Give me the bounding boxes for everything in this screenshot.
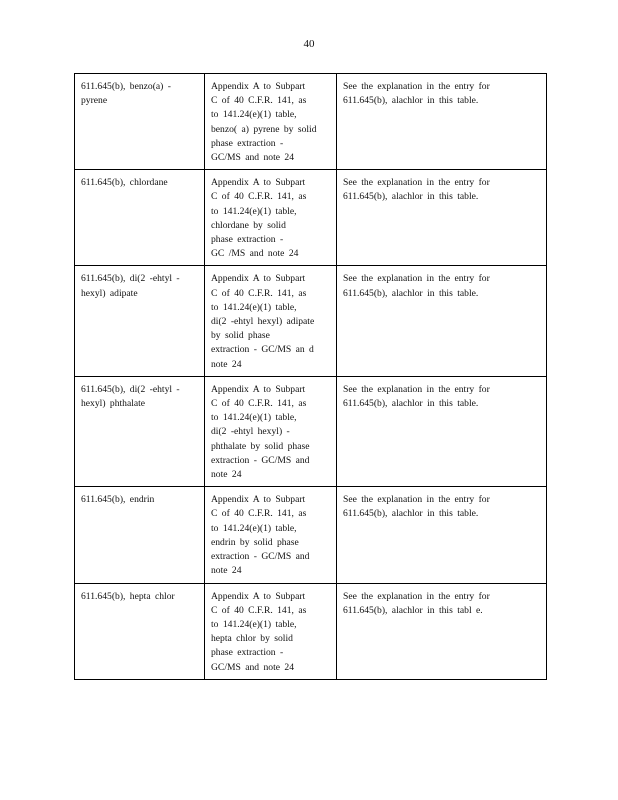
section-cell-line: 611.645(b), di(2 -ehtyl - <box>81 273 180 285</box>
method-cell-line: note 24 <box>211 358 242 370</box>
method-cell <box>205 266 337 376</box>
table-body <box>75 74 547 680</box>
method-cell-line: di(2 -ehtyl hexyl) - <box>211 426 290 438</box>
section-cell <box>75 376 205 486</box>
table-row <box>75 266 547 376</box>
comment-cell <box>337 376 547 486</box>
comment-cell <box>337 487 547 583</box>
method-cell-text <box>211 590 330 675</box>
method-cell-line: note 24 <box>211 565 242 577</box>
comment-cell-line: 611.645(b), alachlor in this table. <box>343 95 479 107</box>
comment-cell-line: See the explanation in the entry for <box>343 273 490 285</box>
method-cell-line: extraction - GC/MS and <box>211 454 310 466</box>
section-cell-line: 611.645(b), chlordane <box>81 177 168 189</box>
method-cell-line: Appendix A to Subpart <box>211 590 306 602</box>
method-cell-line: C of 40 C.F.R. 141, as <box>211 191 307 203</box>
comment-cell-line: 611.645(b), alachlor in this table. <box>343 287 479 299</box>
comment-cell-line: See the explanation in the entry for <box>343 494 490 506</box>
method-cell-line: to 141.24(e)(1) table, <box>211 412 297 424</box>
section-cell-line: hexyl) adipate <box>81 287 138 299</box>
section-cell-text <box>81 383 198 411</box>
section-cell-text <box>81 272 198 300</box>
section-cell-text <box>81 176 198 190</box>
section-cell-line: 611.645(b), hepta chlor <box>81 590 175 602</box>
comment-cell-line: See the explanation in the entry for <box>343 590 490 602</box>
method-cell-line: hepta chlor by solid <box>211 633 293 645</box>
section-cell-line: 611.645(b), endrin <box>81 494 155 506</box>
section-cell <box>75 487 205 583</box>
method-cell-text <box>211 272 330 371</box>
method-cell-line: Appendix A to Subpart <box>211 81 306 92</box>
comment-cell-line: 611.645(b), alachlor in this table. <box>343 398 479 410</box>
method-cell <box>205 583 337 679</box>
comment-cell-text <box>343 272 540 300</box>
method-cell-line: GC/MS and note 24 <box>211 152 295 164</box>
method-cell-line: extraction - GC/MS and <box>211 551 310 563</box>
comment-cell-line: See the explanation in the entry for <box>343 177 490 189</box>
comment-cell <box>337 74 547 170</box>
section-cell <box>75 170 205 266</box>
comment-cell <box>337 170 547 266</box>
method-cell <box>205 487 337 583</box>
method-cell-line: GC/MS and note 24 <box>211 661 295 673</box>
method-cell-line: phthalate by solid phase <box>211 440 310 452</box>
method-cell-line: extraction - GC/MS an d <box>211 344 314 356</box>
method-cell-line: to 141.24(e)(1) table, <box>211 522 297 534</box>
comment-cell-line: See the explanation in the entry for <box>343 81 490 92</box>
comment-cell-text <box>343 493 540 521</box>
method-cell-line: phase extraction - <box>211 137 284 149</box>
method-cell-line: to 141.24(e)(1) table, <box>211 618 297 630</box>
method-cell-line: C of 40 C.F.R. 141, as <box>211 604 307 616</box>
method-cell-line: phase extraction - <box>211 647 284 659</box>
comment-cell-text <box>343 383 540 411</box>
method-cell-line: Appendix A to Subpart <box>211 383 306 395</box>
method-cell-text <box>211 383 330 482</box>
method-cell-line: Appendix A to Subpart <box>211 494 306 506</box>
comment-cell-text <box>343 590 540 618</box>
method-cell-line: C of 40 C.F.R. 141, as <box>211 398 307 410</box>
comment-cell-text <box>343 176 540 204</box>
section-cell-line: 611.645(b), di(2 -ehtyl - <box>81 383 180 395</box>
method-cell-line: by solid phase <box>211 330 270 342</box>
section-cell-text <box>81 590 198 604</box>
method-cell-line: phase extraction - <box>211 234 284 246</box>
section-cell-line: pyrene <box>81 95 108 107</box>
comment-cell-line: 611.645(b), alachlor in this tabl e. <box>343 604 483 616</box>
comment-cell <box>337 583 547 679</box>
comment-cell-text <box>343 80 540 108</box>
method-cell-line: benzo( a) pyrene by solid <box>211 123 317 135</box>
method-cell-line: C of 40 C.F.R. 141, as <box>211 95 307 107</box>
method-cell-line: C of 40 C.F.R. 141, as <box>211 508 307 520</box>
table-row <box>75 583 547 679</box>
method-cell-line: note 24 <box>211 469 242 481</box>
method-cell-line: Appendix A to Subpart <box>211 273 306 285</box>
method-cell <box>205 376 337 486</box>
section-cell-line: 611.645(b), benzo(a) - <box>81 81 171 92</box>
method-cell-line: to 141.24(e)(1) table, <box>211 205 297 217</box>
method-cell-text <box>211 176 330 261</box>
comment-cell <box>337 266 547 376</box>
page-number: 40 <box>303 38 315 50</box>
method-cell-line: to 141.24(e)(1) table, <box>211 301 297 313</box>
method-cell-line: Appendix A to Subpart <box>211 177 306 189</box>
table-row <box>75 376 547 486</box>
comment-cell-line: 611.645(b), alachlor in this table. <box>343 191 479 203</box>
table-row <box>75 74 547 170</box>
comment-cell-line: See the explanation in the entry for <box>343 383 490 395</box>
section-cell-text <box>81 493 198 507</box>
method-cell <box>205 74 337 170</box>
regulation-table <box>74 73 547 680</box>
method-cell-line: to 141.24(e)(1) table, <box>211 109 297 121</box>
section-cell <box>75 266 205 376</box>
comment-cell-line: 611.645(b), alachlor in this table. <box>343 508 479 520</box>
table-row <box>75 170 547 266</box>
method-cell-line: C of 40 C.F.R. 141, as <box>211 287 307 299</box>
section-cell <box>75 583 205 679</box>
method-cell-line: di(2 -ehtyl hexyl) adipate <box>211 316 315 328</box>
method-cell-line: endrin by solid phase <box>211 536 299 548</box>
method-cell <box>205 170 337 266</box>
section-cell <box>75 74 205 170</box>
method-cell-line: chlordane by solid <box>211 219 286 231</box>
method-cell-text <box>211 493 330 578</box>
method-cell-text <box>211 80 330 165</box>
method-cell-line: GC /MS and note 24 <box>211 248 299 260</box>
section-cell-text <box>81 80 198 108</box>
table-row <box>75 487 547 583</box>
section-cell-line: hexyl) phthalate <box>81 398 146 410</box>
